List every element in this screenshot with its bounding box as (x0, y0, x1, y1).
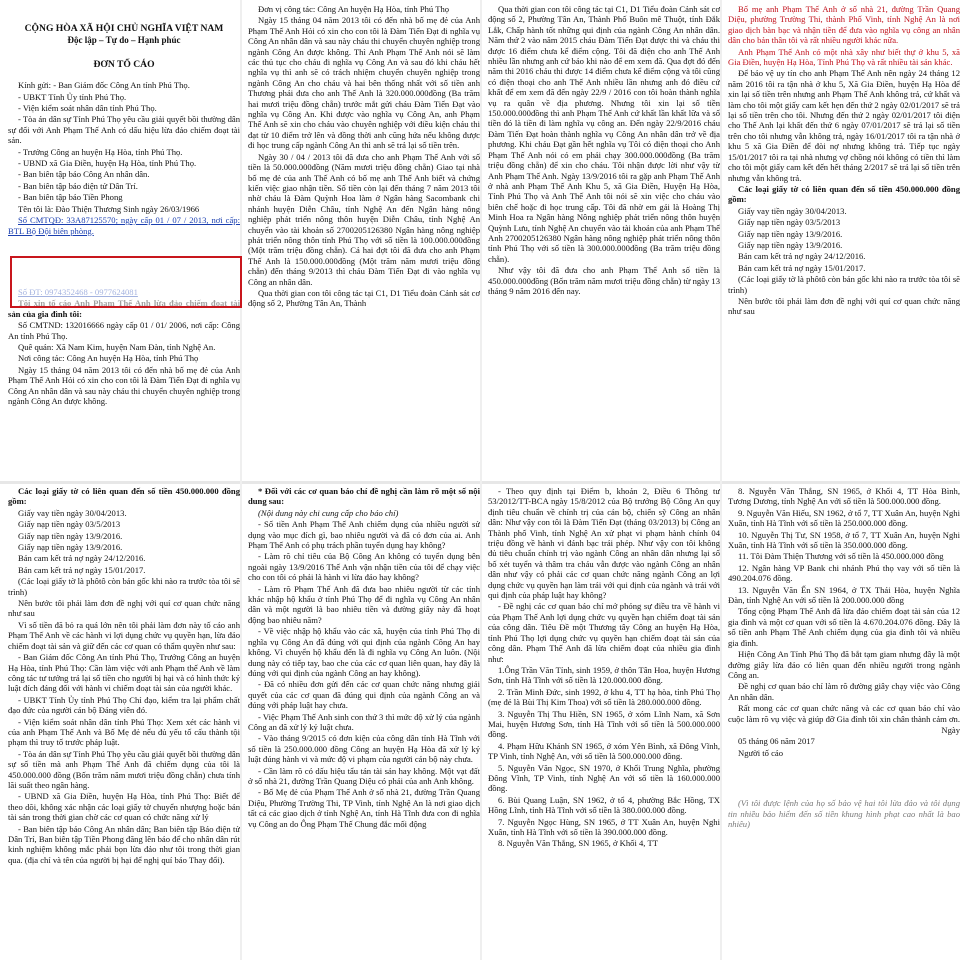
victim-item: 8. Nguyễn Văn Thắng, SN 1965, ở Khối 4, TT Hòa Bình, Tương Dương, tỉnh Nghệ An với số tiền là 500.000.000 đồng. (728, 486, 960, 507)
line: Số CMTND: 132016666 ngày cấp 01 / 01/ 2006, nơi cấp: Công An tỉnh Phú Thọ. (8, 320, 240, 341)
page-4-top (728, 4, 960, 480)
victim-item: 5. Nguyễn Văn Ngọc, SN 1970, ở Khối Trung Nghĩa, phường Đông Vĩnh, TP Vinh, tỉnh Nghệ An với số tiền là 160.000.000 đồng. (488, 762, 720, 794)
signer-label: Người tố cáo (738, 747, 783, 758)
victim-item: 2. Trần Minh Đức, sinh 1992, ở khu 4, TT hạ hòa, tỉnh Phú Thọ (mẹ đẻ là Bùi Thị Kim Thoa) với số tiền là 280.000.000 đồng. (488, 686, 720, 708)
doc-item: Giấy nạp tiền ngày 13/9/2016. (18, 530, 123, 541)
doc-item: Giấy vay tiền ngày 30/04/2013. (738, 205, 847, 216)
page-2-bottom (248, 486, 480, 956)
national-header: CỘNG HÒA XÃ HỘI CHỦ NGHĨA VIỆT NAM (24, 23, 224, 34)
line: - Trưởng Công an huyện Hạ Hòa, tỉnh Phú Thọ. (18, 146, 183, 157)
line: - Tòa án dân sự Tỉnh Phú Thọ yêu cầu giải quyết bồi thường dân sự số tiền mà anh Phạm Thế Anh đã chiếm dụng của tôi là 450.000.000 đồng (Bốn trăm năm mươi triệu đồng chẵn) chưa tính lãi suất theo ngân hàng. (8, 748, 240, 790)
line: - Làm rõ Phạm Thế Anh đã đưa bao nhiêu người từ các tỉnh khác nhập hộ khẩu ở tỉnh Phú Thọ để đi nghĩa vụ Công An nhân dân và một người là bao nhiêu tiền và đường giây này đã hoạt động bao nhiêu năm? (248, 583, 480, 625)
line: Đơn vị công tác: Công An huyện Hạ Hòa, tỉnh Phú Thọ (258, 4, 450, 14)
line: - Bố Mẹ đẻ của Phạm Thế Anh ở số nhà 21, đường Trần Quang Diệu, Phường Trường Thi, TP Vinh, tỉnh Nghệ An là nơi giao dịch tất cả các giao dịch ở tỉnh Nghệ An, tỉnh Hà Tĩnh đưa con đi nghĩa vụ Công an do Ông Phạm Thế Chung đắc mối động (248, 787, 480, 829)
page-3-top (488, 4, 720, 480)
page-1-bottom (8, 486, 240, 956)
redaction-box (10, 256, 242, 308)
victim-item: 12. Ngân hàng VP Bank chi nhánh Phú thọ vay với số tiền là 490.204.076 đồng. (728, 562, 960, 584)
line: - UBKT Tỉnh Ủy tỉnh Phú Thọ. (18, 91, 127, 102)
victim-item: 1.Ông Trần Văn Tỉnh, sinh 1959, ở thôn Tân Hoa, huyện Hương Sơn, tỉnh Hà Tĩnh với số tiền là 120.000.000 đồng. (488, 664, 720, 686)
doc-item: (Các loại giấy tờ là phôtô còn bản gốc khi nào ra trước tòa tôi sẽ trình) (728, 274, 960, 295)
line: Ngày 15 tháng 04 năm 2013 tôi có đến nhà bố mẹ đẻ của Anh Phạm Thế Anh Hỏi có xin cho con tôi là Đàm Tiến Đạt đi nghĩa vụ Công An nhân dân và sau này cháu thi chuyển chuyên nghiệp trong ngành Công An được không. (8, 364, 240, 406)
doc-title: ĐƠN TỐ CÁO (93, 58, 155, 70)
page-4-bottom (728, 486, 960, 956)
victim-item: 4. Phạm Hữu Khánh SN 1965, ở xóm Yên Bình, xã Đông Vĩnh, TP Vinh, tỉnh Nghệ An, với số tiền là 500.000.000 đồng. (488, 740, 720, 762)
doc-item: Bản cam kết trả nợ ngày 24/12/2016. (738, 251, 866, 262)
victim-item: 9. Nguyễn Văn Hiếu, SN 1962, ở tổ 7, TT Xuân An, huyện Nghi Xuân, tỉnh Hà Tĩnh với số tiền là 250.000.000 đồng. (728, 507, 960, 529)
doc-item: Nên bước tôi phải làm đơn đề nghị với quí cơ quan chức năng như sau (728, 295, 960, 317)
victim-item: 10. Nguyễn Thị Tư, SN 1958, ở tổ 7, TT Xuân An, huyện Nghi Xuân, tỉnh Hà Tĩnh với số tiền là 350.000.000 đồng. (728, 529, 960, 551)
docs-heading: Các loại giấy tờ có liên quan đến số tiền 450.000.000 đồng gồm: (8, 486, 240, 507)
doc-item: Giấy nạp tiền ngày 13/9/2016. (738, 228, 843, 239)
line: Bố mẹ anh Phạm Thế Anh ở số nhà 21, đường Trần Quang Diệu, phường Trường Thi, thành Phố Vinh, tỉnh Nghệ An là nơi giao dịch bàn bạc và nhận tiền để đưa vào nghĩa vụ công an nhân dân cho bản thân tôi và rất nhiều người khác nữa. (728, 4, 960, 46)
line: Đề nghị cơ quan báo chí làm rõ đường giây chạy việc vào Công An nhân dân. (728, 681, 960, 702)
line: - Đề nghị các cơ quan báo chí mở phóng sự điều tra về hành vi của Phạm Thế Anh lợi dụng chức vụ quyền hạn chiếm đoạt tài sản của công dân. Tiêu Đề một Thương tây Công an huyện Hạ Hòa, tỉnh Phú Thọ lợi dụng chức vụ quyền hạn chiếm đoạt tài sản của công dân. Phạm Thế Anh đã lừa chiếm đoạt của nhiều gia đình như: (488, 601, 720, 664)
victim-item: 6. Bùi Quang Luận, SN 1962, ở tổ 4, phường Bắc Hồng, TX Hồng Lĩnh, tỉnh Hà Tĩnh với số tiền là 380.000.000 đồng. (488, 794, 720, 816)
victim-item: 3. Nguyễn Thị Thu Hiền, SN 1965, ở xóm Lĩnh Nam, xã Sơn Mai, huyện Hương Sơn, tỉnh Hà Tĩnh với số tiền là 500.000.000 đồng. (488, 708, 720, 740)
line: - Về việc nhập hộ khẩu vào các xã, huyện của tỉnh Phú Thọ đi nghĩa vụ Công An đã đúng với qui định của ngành Công An hay không. Vì chuyển hộ khẩu đến là đi nghĩa vụ Công An luôn. (Nội dung này có tiếp tay, bao che của các cơ quan liên quan, hay đây là đúng với qui định của ngành Công an hay không). (248, 626, 480, 678)
doc-item: (Các loại giấy tờ là phôtô còn bản gốc khi nào ra trước tòa tôi sẽ trình) (8, 576, 240, 597)
page-separator-vertical (720, 0, 722, 960)
date-line: 05 tháng 06 năm 2017 (738, 736, 815, 747)
accusation-heading: sản của gia đình tôi: (8, 308, 83, 319)
line: Qua thời gian con tôi công tác tại C1, D1 Tiểu đoàn Cảnh sát cơ động số 2, Phường Tân An, Thành (248, 287, 480, 309)
recipients-block (8, 80, 240, 406)
line: - Ban biên tập báo Tiền Phong (18, 192, 123, 203)
line: - Làm rõ chỉ tiêu của Bộ Công An không có tuyển dụng bên ngoài ngày 13/9/2016 Thế Anh vận nhận tiền của tôi để chạy việc cho con tôi có phải là hành vi lừa đảo hay không? (248, 551, 480, 583)
line: - Ban biên tập báo Công An nhân dân. (18, 169, 150, 180)
line: - Đã có nhiều đơn gửi đến các cơ quan chức năng nhưng giải quyết của các cơ quan đã đúng qui định của ngành Công an và đúng với pháp luật hay chưa. (248, 679, 480, 711)
victim-item: 13. Nguyễn Văn Ến SN 1964, ở TX Thái Hòa, huyện Nghĩa Đàn, tỉnh Nghệ An với số tiền là 200.000.000 đồng (728, 584, 960, 606)
line: Vì số tiền đã bỏ ra quá lớn nên tôi phải làm đơn này tố cáo anh Phạm Thế Anh về các hành vi lợi dụng chức vụ quyền hạn, lừa đảo chiếm đoạt tài sản và giữ đến các cơ quan có thẩm quyền như sau: (8, 619, 240, 651)
line: - UBND xã Gia Điền, huyện Hạ Hòa, tỉnh Phú Thọ: Biết để theo dõi, không xác nhận các loại giấy tờ chuyển nhượng hoặc bán tài sản trong thời gian chờ các cơ quan có chức năng xử lý (8, 791, 240, 823)
line: - Cần làm rõ có dấu hiệu tẩu tán tài sản hay không. Một vạt đất ở số nhà 21, đường Trần Quang Diệu có phải của anh Anh không. (248, 765, 480, 786)
national-motto: Độc lập – Tự do – Hạnh phúc (67, 35, 181, 46)
page-separator-vertical (480, 0, 482, 960)
line[interactable]: Số CMTQĐ: 33A87125570; ngày cấp 01 / 07 / 2013, nơi cấp: BTL Bộ Đội biên phòng. (8, 215, 240, 236)
page-3-bottom (488, 486, 720, 956)
page-2-top (248, 4, 480, 480)
line: Anh Phạm Thế Anh có một nhà xây như biết thự ở khu 5, xã Gia Điền, huyện Hạ Hòa, Tỉnh Phú Thọ và rất nhiều tài sản khác. (728, 46, 960, 68)
line: - Việc Phạm Thế Anh sinh con thứ 3 thì mức độ xử lý của ngành Công an đã xử lý kỷ luật chưa. (248, 711, 480, 732)
page-1-top (8, 4, 240, 480)
doc-item: Bản cam kết trả nợ ngày 15/01/2017. (738, 262, 866, 273)
line: Tổng cộng Phạm Thế Anh đã lừa đảo chiếm đoạt tài sản của 12 gia đình và một cơ quan với số tiền là 4.670.204.076 đồng. Đây là số tiền anh Phạm Thế Anh chiếm dụng của gia đình tôi và nhiều gia đình. (728, 606, 960, 648)
doc-item: Bản cam kết trả nợ ngày 15/01/2017. (18, 564, 146, 575)
line: Hiện Công An Tỉnh Phú Thọ đã bắt tạm giam nhưng đây là một đường giây lừa đảo có liên quan đến nhiều người trong ngành Công an. (728, 649, 960, 680)
doc-item: Giấy vay tiền ngày 30/04/2013. (18, 507, 127, 518)
line: - Ban biên tập báo điện tử Dân Trí. (18, 180, 138, 191)
line: - UBND xã Gia Điền, huyện Hạ Hòa, tỉnh Phú Thọ. (18, 158, 197, 169)
press-heading: * Đối với các cơ quan báo chí đề nghị cần làm rõ một số nội dung sau: (248, 486, 480, 507)
press-heading-note: (Nội dung này chi cung cấp cho báo chí) (258, 507, 399, 518)
page-separator-vertical (240, 0, 242, 960)
line: - Tòa án dân sự Tỉnh Phú Thọ yêu cầu giải quyết bồi thường dân sự đối với Anh Phạm Thế Anh có dấu hiệu lừa đảo chiếm đoạt tài sản. (8, 114, 240, 146)
docs-heading: Các loại giấy tờ có liên quan đến số tiền 450.000.000 đồng gồm: (728, 183, 960, 205)
victim-item: 8. Nguyễn Văn Thắng, SN 1965, ở Khối 4, TT (498, 838, 658, 849)
line: - Vào tháng 9/2015 có đơn kiện của công dân tỉnh Hà Tĩnh với số tiền là 250.000.000 đồng Công an huyện Hạ Hòa đã xử lý kỷ luật đúng hành vi và mức độ vi phạm của người cán bộ này chưa. (248, 733, 480, 765)
line: Ngày 30 / 04 / 2013 tôi đã đưa cho anh Phạm Thế Anh với số tiền là 50.000.000đồng (Năm mươi triệu đồng chẵn) Giao tại nhà bố mẹ đẻ của anh Thế Anh có bố mẹ anh Thế Anh biết và chứng kiến việc giao nhận tiền. Số tiền còn lại đến tháng 7 năm 2013 tôi nhờ cháu là Đàm Quỳnh Hoa làm ở Ngân hàng Sacombank chi nhánh huyện Diễn Châu, tỉnh Nghệ An đến Ngân hàng nông nghiệp phát triển nông thôn huyện Diễn Châu, tỉnh Nghệ An chuyển vào tài khoản số 2700205126380 Ngân hàng nông nghiệp phát triển nông thôn tỉnh Phú Thọ với số tiền là 100.000.000đồng (Một trăm triệu đồng chẵn). Cả hai đợt tôi đã đưa cho anh Phạm Thế Anh là 150.000.000đồng (Một trăm năm mươi triệu đồng chẵn) đến tháng 9/2013 thì cháu Đàm Tiến Đạt đi vào nghĩa vụ Công an nhân dân. (248, 151, 480, 287)
victim-item: 11. Tôi Đàm Thiện Thương với số tiền là 450.000.000 đồng (738, 551, 944, 562)
line: - Viện kiểm soát nhân dân tỉnh Phú Thọ. (18, 103, 157, 114)
doc-item: Giấy nạp tiền ngày 03/5/2013 (738, 217, 841, 228)
footnote: (Vì tôi được lệnh của họ số bảo vệ hai tôi lừa đảo và tôi dụng tin nhiều bảo hiểm đến số tiền khung hình phạt cao nhất là bao nhiêu) (728, 798, 960, 829)
line: Tên tôi là: Đào Thiện Thương Sinh ngày 26/03/1966 (18, 203, 200, 214)
doc-item: Giấy nạp tiền ngày 03/5/2013 (18, 519, 121, 530)
line: Nơi công tác: Công An huyện Hạ Hòa, tỉnh Phú Thọ (18, 353, 199, 364)
line: - Ban Giám đốc Công An tỉnh Phú Thọ, Trưởng Công an huyện Hạ Hòa, tỉnh Phú Thọ: Cần làm việc với anh Phạm thế Anh về làm công tác tư tưởng trả lại số tiền cho người bị hại và có hình thức kỷ luật đích đáng đối với hành vi chiếm đoạt tài sản của người khác. (8, 652, 240, 694)
line: - Số tiền Anh Phạm Thế Anh chiếm dụng của nhiều người sử dụng vào mục đích gì, bao nhiêu người và đã có đơn của ai. Anh Phạm Thế Anh có phụ trách phần tuyển dụng hay không? (248, 519, 480, 551)
doc-item: Giấy nạp tiền ngày 13/9/2016. (18, 542, 123, 553)
line: Để bảo vệ uy tín cho anh Phạm Thế Anh nên ngày 24 tháng 12 năm 2016 tôi ra tận nhà ở khu 5, Xã Gia Điền, huyện Hạ Hòa để xin lại số tiền trên nhưng anh Phạm Thế Anh không trả, cứ khất và làm cho tôi một giấy cam kết hẹn đến thứ 2 ngày 02/01/2017 sẽ trả lại số tiền trên cho tôi. Nhưng đến thứ 2 ngày 02/01/2017 tôi điện cho Thế Anh lại khất đến thứ 6 ngày 07/01/2017 sẽ trả lại số tiền trên cho tôi nhưng vẫn không trả, ngày 16/01/2017 tôi ra tận nhà ở khu 5 xã Gia Điền để đòi nợ nhưng không trả. Tiếp tục ngày 15/01/2017 tôi ra tại nhà nhưng vợ chồng nói không có tiền thì làm cho tôi một giấy cam kết đến hết tháng 2/2017 sẽ trả lại số tiền trên nhưng vẫn không trả. (728, 68, 960, 183)
line: Rất mong các cơ quan chức năng và các cơ quan báo chí vào cuộc làm rõ vụ việc và giúp đỡ Gia đình tôi xin chân thành cảm ơn. (728, 703, 960, 724)
line: - Theo quy định tại Điểm b, khoản 2, Điều 6 Thông tư 53/2012/TT-BCA ngày 15/8/2012 của Bộ trưởng Bộ Công An quy định tiêu chuẩn về chính trị của cán bộ, chiến sỹ Công an nhân dân: Như vậy con tôi là Đàm Tiến Đạt (tháng 03/2013) bị Công an Thành phố Vinh, tỉnh Nghệ An xử phạt vi phạm hành chính 04 triệu đồng về hành vi đánh bạc trái phép. Như vậy con tôi không đủ tiêu chuẩn chính trị vào ngành Công an nhân dân nhưng lại số bố xét tuyển và thâm tra cháu vẫn được vào ngành Công an nhân dân như vậy có phải các cơ quan chức năng ngành Công an lợi dụng chức vụ quyền hạn làm trái với qui định của ngành và trái với qui định của pháp luật hay không? (488, 486, 720, 601)
doc-item: Bản cam kết trả nợ ngày 24/12/2016. (18, 553, 146, 564)
victim-item: 7. Nguyễn Ngọc Hùng, SN 1965, ở TT Xuân An, huyện Nghi Xuân, tỉnh Hà Tĩnh với số tiền là 390.000.000 đồng. (488, 816, 720, 837)
line: - Ban biên tập báo Công An nhân dân; Ban biên tập Báo điện tử Dân Trí, Ban biên tập Tiền Phong đăng lên báo để cho nhân dân rút kinh nghiệm không mắc phải bọn lừa đảo như tôi trong thời gian qua. (địa chỉ và tên của người bị hại để nghị quí báo Thay đổi). (8, 823, 240, 865)
date-label: Ngày (941, 724, 960, 735)
doc-item: Giấy nạp tiền ngày 13/9/2016. (738, 239, 843, 250)
line: Quê quán: Xã Nam Kim, huyện Nam Đàn, tỉnh Nghệ An. (18, 341, 216, 352)
line: Ngày 15 tháng 04 năm 2013 tôi có đến nhà bố mẹ đẻ của Anh Phạm Thế Anh Hỏi có xin cho con tôi là Đàm Tiến Đạt đi nghĩa vụ Công An nhân dân và sau này cháu thi chuyển chuyên nghiệp trong ngành Công An được không. Thì Anh Phạm Thế Anh nói sẽ làm các thủ tục cho cháu đi nghĩa vụ Công An và sau đó khi cháu hết nghĩa vụ thì anh sẽ có trách nhiệm chuyển chuyên nghiệp trong ngành Công An cho cháu và hai bên thống nhất với số tiền anh Thương phải đưa cho anh Thế Anh là 320.000.000đồng (Ba trăm hai mươi triệu đồng chẵn) trước mắt gửi cháu Đàm Tiến Đạt vào nghĩa vụ Công An. Khi được vào nghĩa vụ Công An, anh Phạm Thế Anh sẽ xin cho cháu vào chuyên nghiệp với điều kiện cháu thi đạt từ 10 điểm trở lên và đồng thời anh cũng hứa nếu không được đi học trung cấp ngành Công An thì anh sẽ trả lại số tiền trên. (248, 15, 480, 151)
line: Qua thời gian con tôi công tác tại C1, D1 Tiểu đoàn Cảnh sát cơ động số 2, Phường Tân An, Thành Phố Buôn mê Thuột, tỉnh Đắk Lắk, Chấp hành tốt những qui định của ngành Công An nhân dân. Năm thứ 2 vào năm 2015 cháu Đàm Tiến Đạt được thi và cháu thi được 16 điểm chưa kể điểm cộng. Tôi đã điện cho anh Thế Anh nhiều lần nhưng anh cứ bảo khi nào để em xem đã. Qua đợt đó đến năm thi 2016 cháu thi được 14 điểm chưa kể điểm cộng và tôi cũng có điện thoại cho anh Thế Anh nhiều lần nhưng anh đó điều cứ khất để em xem đã đến ngày 22/9 / 2016 con tôi hoàn thành nghĩa vụ ra quân về địa phương. Nhưng tôi xin lại số tiền 150.000.000đồng thì anh Phạm Thế Anh cứ khất lần khất lữa và số tiền đó là tiền đi làm nghĩa vụ công an. Đến ngày 22/9/2016 cháu Đàm Tiến Đạt hoàn thành nghĩa vụ Công An nhân dân trở về địa phương. Khi cháu Đạt gần hết nghĩa vụ Tôi có điện thoại cho Anh Phạm Thế Anh nói có em phải chạy 300.000.000đồng (Ba trăm triệu đồng chẵn) để xin cho cháu. Tôi nhận được lời như vậy từ Anh Phạm Thế Anh. Ngày 13/9/2016 tôi ra gặp anh Phạm Thế Anh ở nhà anh Phạm Thế Anh Khu 5, xã Gia Điền, Huyện Hạ Hòa, Tỉnh Phú Thọ và Anh Thế Anh tôi nói sẽ xin việc cho cháu vào biên chế hoặc đi học trung cấp. Tôi đã nhờ em gái là Hoàng Thị Minh Hoa ra Ngân hàng Nông nghiệp phát triển nông thôn huyện Quỳnh Lưu, tỉnh Nghệ An chuyển vào tài khoản của anh Phạm Thế Anh 2700205126380 Ngân hàng nông nghiệp phát triển nông thôn tỉnh Phú Thọ với số tiền là 300.000.000đồng (Ba trăm triệu đồng chẵn). (488, 4, 720, 264)
line: Kính gửi: - Ban Giám đốc Công An tỉnh Phú Thọ. (18, 80, 190, 91)
line: - UBKT Tỉnh Ủy tỉnh Phú Thọ Chỉ đạo, kiểm tra lại phẩm chất đạo đức của người cán bộ Đảng viên đó. (8, 694, 240, 716)
line: - Viện kiểm soát nhân dân tỉnh Phú Thọ: Xem xét các hành vi của anh Phạm Thế Anh và Bố Mẹ đẻ nếu đủ yếu tố cấu thành tội phạm thì truy tố trước pháp luật. (8, 716, 240, 748)
line: Như vậy tôi đã đưa cho anh Phạm Thế Anh số tiền là 450.000.000đồng (Bốn trăm năm mươi triệu đồng chẵn) từ ngày 13 tháng 9 năm 2016 đến nay. (488, 265, 720, 296)
doc-item: Nên bước tôi phải làm đơn đề nghị với quí cơ quan chức năng như sau (8, 598, 240, 619)
